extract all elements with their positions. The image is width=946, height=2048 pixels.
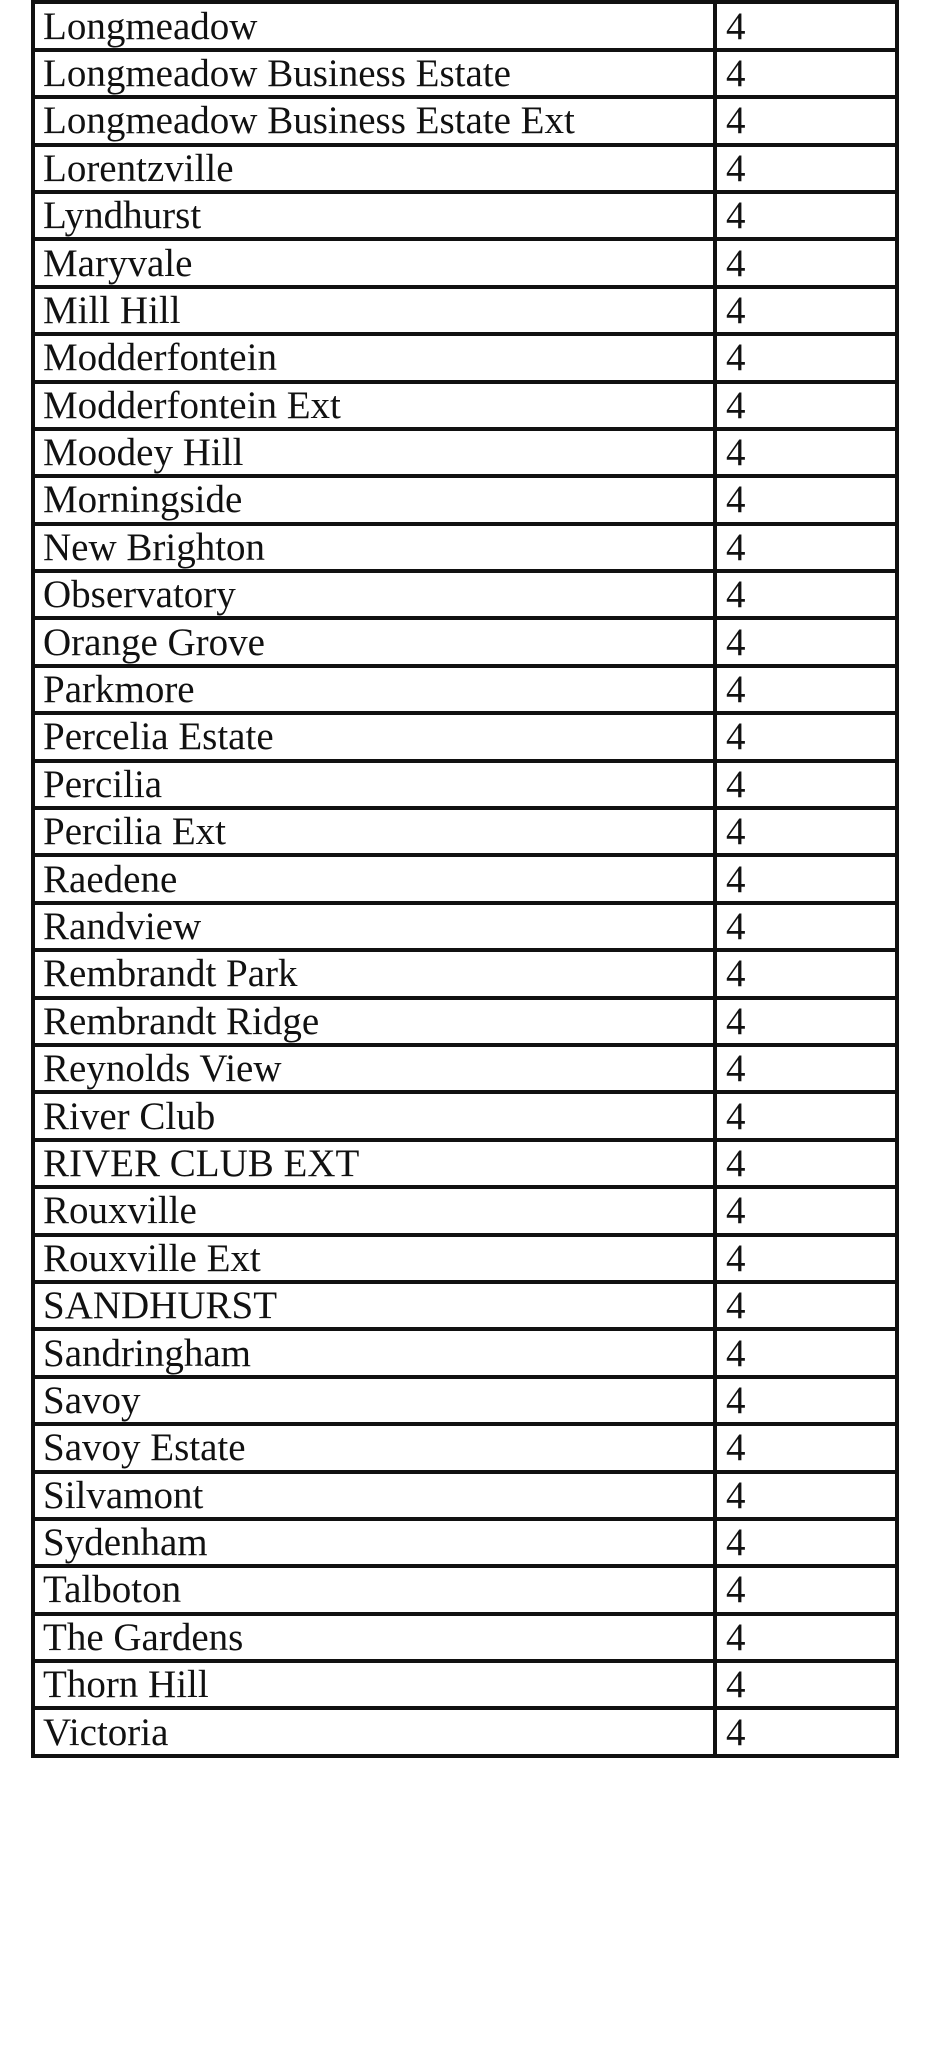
zone-cell: 4 — [715, 1472, 897, 1519]
suburb-name-cell: Modderfontein — [33, 334, 715, 381]
suburb-name-cell: New Brighton — [33, 524, 715, 571]
table-row — [33, 476, 897, 523]
table-row — [33, 287, 897, 334]
suburb-name-cell: Lorentzville — [33, 145, 715, 192]
zone-cell: 4 — [715, 761, 897, 808]
suburb-name-cell: Longmeadow — [33, 2, 715, 49]
zone-cell: 4 — [715, 666, 897, 713]
zone-cell: 4 — [715, 145, 897, 192]
zone-cell: 4 — [715, 950, 897, 997]
table-row — [33, 998, 897, 1045]
zone-cell: 4 — [715, 1377, 897, 1424]
table-row — [33, 1235, 897, 1282]
table-row — [33, 50, 897, 97]
zone-cell: 4 — [715, 713, 897, 760]
zone-cell: 4 — [715, 998, 897, 1045]
zone-cell: 4 — [715, 97, 897, 144]
suburb-name-cell: Lyndhurst — [33, 192, 715, 239]
zone-cell: 4 — [715, 1708, 897, 1755]
suburb-name-cell: Rouxville — [33, 1187, 715, 1234]
suburb-name-cell: The Gardens — [33, 1614, 715, 1661]
suburb-name-cell: Longmeadow Business Estate — [33, 50, 715, 97]
table-row — [33, 855, 897, 902]
table-row — [33, 1519, 897, 1566]
suburb-name-cell: Percilia — [33, 761, 715, 808]
table-row — [33, 239, 897, 286]
suburb-name-cell: Sandringham — [33, 1329, 715, 1376]
table-row — [33, 382, 897, 429]
zone-cell: 4 — [715, 1092, 897, 1139]
suburb-name-cell: Raedene — [33, 855, 715, 902]
suburb-name-cell: Percelia Estate — [33, 713, 715, 760]
table-row — [33, 1377, 897, 1424]
table-row — [33, 1329, 897, 1376]
suburb-name-cell: Talboton — [33, 1566, 715, 1613]
suburb-name-cell: SANDHURST — [33, 1282, 715, 1329]
table-row — [33, 761, 897, 808]
table-row — [33, 2, 897, 49]
suburb-name-cell: Orange Grove — [33, 618, 715, 665]
zone-cell: 4 — [715, 903, 897, 950]
zone-cell: 4 — [715, 1424, 897, 1471]
zone-cell: 4 — [715, 382, 897, 429]
table-row — [33, 1045, 897, 1092]
zone-cell: 4 — [715, 1614, 897, 1661]
suburb-name-cell: Savoy Estate — [33, 1424, 715, 1471]
table-row — [33, 1708, 897, 1755]
suburb-name-cell: Maryvale — [33, 239, 715, 286]
zone-cell: 4 — [715, 1235, 897, 1282]
zone-cell: 4 — [715, 287, 897, 334]
table-row — [33, 1140, 897, 1187]
table-row — [33, 429, 897, 476]
table-row — [33, 334, 897, 381]
zone-cell: 4 — [715, 618, 897, 665]
suburb-name-cell: Parkmore — [33, 666, 715, 713]
suburb-name-cell: Randview — [33, 903, 715, 950]
suburb-name-cell: Thorn Hill — [33, 1661, 715, 1708]
suburb-zone-table — [31, 0, 899, 1758]
suburb-name-cell: Mill Hill — [33, 287, 715, 334]
table-row — [33, 145, 897, 192]
suburb-name-cell: Morningside — [33, 476, 715, 523]
table-row — [33, 192, 897, 239]
zone-cell: 4 — [715, 476, 897, 523]
zone-cell: 4 — [715, 1140, 897, 1187]
table-row — [33, 1566, 897, 1613]
suburb-name-cell: Percilia Ext — [33, 808, 715, 855]
table-row — [33, 666, 897, 713]
table-body — [33, 0, 897, 1756]
table-row — [33, 950, 897, 997]
zone-cell: 4 — [715, 1045, 897, 1092]
suburb-name-cell: RIVER CLUB EXT — [33, 1140, 715, 1187]
suburb-name-cell: River Club — [33, 1092, 715, 1139]
suburb-name-cell: Sydenham — [33, 1519, 715, 1566]
suburb-name-cell: Rembrandt Ridge — [33, 998, 715, 1045]
zone-cell: 4 — [715, 524, 897, 571]
zone-cell: 4 — [715, 855, 897, 902]
suburb-name-cell: Reynolds View — [33, 1045, 715, 1092]
table-row — [33, 618, 897, 665]
table-row — [33, 97, 897, 144]
zone-cell: 4 — [715, 1566, 897, 1613]
zone-cell: 4 — [715, 1282, 897, 1329]
zone-cell: 4 — [715, 571, 897, 618]
table-row — [33, 713, 897, 760]
table-row — [33, 1187, 897, 1234]
table-row — [33, 571, 897, 618]
table-row — [33, 1282, 897, 1329]
suburb-name-cell: Modderfontein Ext — [33, 382, 715, 429]
suburb-name-cell: Observatory — [33, 571, 715, 618]
suburb-name-cell: Longmeadow Business Estate Ext — [33, 97, 715, 144]
table-row — [33, 1661, 897, 1708]
zone-cell: 4 — [715, 808, 897, 855]
table-row — [33, 524, 897, 571]
zone-cell: 4 — [715, 334, 897, 381]
zone-cell: 4 — [715, 1187, 897, 1234]
zone-cell: 4 — [715, 239, 897, 286]
suburb-name-cell: Savoy — [33, 1377, 715, 1424]
table-row — [33, 1614, 897, 1661]
zone-cell: 4 — [715, 50, 897, 97]
table-row — [33, 903, 897, 950]
table-row — [33, 808, 897, 855]
zone-cell: 4 — [715, 2, 897, 49]
zone-cell: 4 — [715, 1661, 897, 1708]
zone-cell: 4 — [715, 1329, 897, 1376]
table-row — [33, 1092, 897, 1139]
table-row — [33, 1472, 897, 1519]
suburb-name-cell: Silvamont — [33, 1472, 715, 1519]
table-row — [33, 1424, 897, 1471]
zone-cell: 4 — [715, 429, 897, 476]
zone-cell: 4 — [715, 1519, 897, 1566]
suburb-name-cell: Moodey Hill — [33, 429, 715, 476]
suburb-name-cell: Rembrandt Park — [33, 950, 715, 997]
suburb-name-cell: Victoria — [33, 1708, 715, 1755]
suburb-name-cell: Rouxville Ext — [33, 1235, 715, 1282]
zone-cell: 4 — [715, 192, 897, 239]
